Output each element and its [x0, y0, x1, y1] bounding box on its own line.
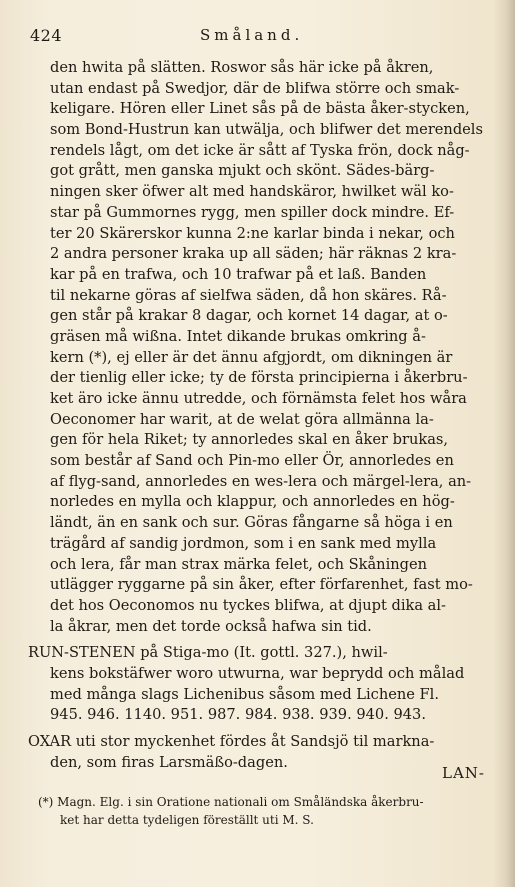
- run-stenen-line: 945. 946. 1140. 951. 987. 984. 938. 939. 940. 943.: [50, 706, 426, 724]
- body-text: [28, 58, 490, 773]
- run-stenen-line: RUN-STENEN på Stiga-mo (It. gottl. 327.), hwil-: [28, 644, 388, 662]
- body-line: norledes en mylla och klappur, och annorledes en hög-: [50, 493, 455, 511]
- body-line: der tienlig eller icke; ty de första principierna i åkerbru-: [50, 369, 468, 387]
- page-edge-shadow: [493, 0, 515, 887]
- body-line: gen står på krakar 8 dagar, och kornet 14 dagar, at o-: [50, 307, 448, 325]
- run-stenen-line: med många slags Lichenibus såsom med Lichene Fl.: [50, 685, 439, 703]
- page-header: [30, 26, 487, 48]
- body-line: ket äro icke ännu utredde, och förnämsta felet hos wåra: [50, 390, 467, 407]
- body-line: trägård af sandig jordmon, som i en sank med mylla: [50, 534, 437, 552]
- body-line: keligare. Hören eller Linet sås på de bästa åker-stycken,: [50, 100, 470, 118]
- footnote-line: (*) Magn. Elg. i sin Oratione nationali om Småländska åkerbru-: [38, 795, 424, 809]
- page-number: 424: [30, 26, 63, 45]
- running-head: Småland.: [200, 26, 304, 44]
- body-line: ländt, än en sank och sur. Göras fångarne så höga i en: [50, 514, 453, 532]
- body-line: Oeconomer har warit, at de welat göra allmänna la-: [50, 410, 434, 428]
- body-line: af flyg-sand, annorledes en wes-lera och märgel-lera, an-: [50, 472, 472, 490]
- body-line: gen för hela Riket; ty annorledes skal en åker brukas,: [50, 431, 449, 449]
- body-line: 2 andra personer kraka up all säden; här räknas 2 kra-: [50, 245, 457, 263]
- body-line: och lera, får man strax märka felet, och Skåningen: [50, 555, 428, 573]
- body-line: got grått, men ganska mjukt och skönt. Sädes-bärg-: [50, 162, 435, 180]
- body-line: rendels lågt, om det icke är sått af Tyska frön, dock någ-: [50, 141, 470, 159]
- body-line: la åkrar, men det torde också hafwa sin tid.: [50, 617, 372, 635]
- footnote-line: ket har detta tydeligen föreställt uti M. S.: [60, 813, 314, 827]
- body-line: kar på en trafwa, och 10 trafwar på et laß. Banden: [50, 265, 427, 283]
- body-line: den hwita på slätten. Roswor sås här icke på åkren,: [50, 59, 434, 76]
- body-line: gräsen må wißna. Intet dikande brukas omkring å-: [50, 327, 426, 345]
- body-line: som Bond-Hustrun kan utwälja, och blifwer det merendels: [50, 121, 483, 139]
- body-line: til nekarne göras af sielfwa säden, då hon skäres. Rå-: [50, 286, 447, 304]
- body-line: utlägger ryggarne på sin åker, efter förfarenhet, fast mo-: [50, 576, 473, 594]
- body-line: som består af Sand och Pin-mo eller Ör, annorledes en: [50, 452, 454, 470]
- body-line: star på Gummornes rygg, men spiller dock mindre. Ef-: [50, 203, 455, 221]
- footnote: [38, 793, 488, 829]
- oxar-line: den, som firas Larsmäßo-dagen.: [50, 753, 288, 771]
- body-line: ter 20 Skärerskor kunna 2:ne karlar binda i nekar, och: [50, 224, 455, 242]
- catchword: LAN-: [442, 764, 485, 782]
- body-line: ningen sker öfwer alt med handskäror, hwilket wäl ko-: [50, 183, 454, 201]
- body-line: det hos Oeconomos nu tyckes blifwa, at djupt dika al-: [50, 596, 446, 614]
- run-stenen-line: kens bokstäfwer woro utwurna, war beprydd och målad: [50, 664, 465, 682]
- body-line: utan endast på Swedjor, där de blifwa större och smak-: [50, 79, 460, 97]
- body-line: kern (*), ej eller är det ännu afgjordt, om dikningen är: [50, 348, 453, 366]
- oxar-line: OXAR uti stor myckenhet fördes åt Sandsjö til markna-: [28, 733, 435, 750]
